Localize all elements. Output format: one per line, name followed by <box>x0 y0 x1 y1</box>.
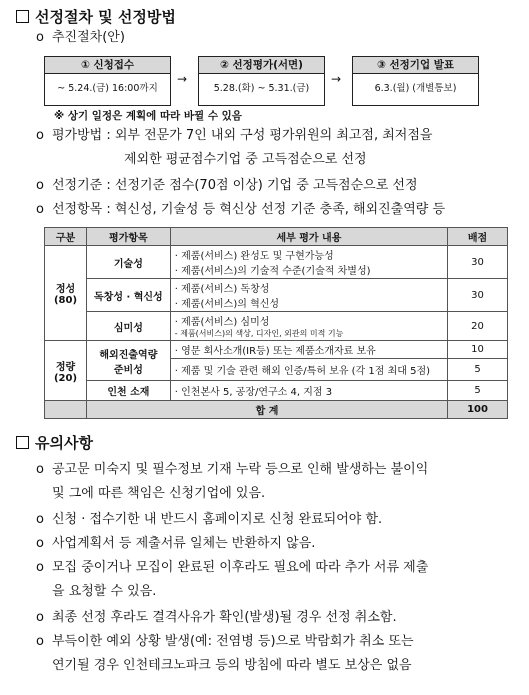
bullet-marker: o <box>36 536 44 551</box>
bullet-marker: o <box>36 610 44 625</box>
group-sub: (20) <box>53 372 78 384</box>
total-label: 합 계 <box>86 401 447 419</box>
bullet-evaluation-method-cont: 제외한 평균점수기업 중 고득점순으로 선정 <box>124 152 367 167</box>
arrow-right-icon: → <box>331 72 342 86</box>
step-head: ③ 선정기업 발표 <box>353 57 478 74</box>
bullet-selection-items <box>36 200 445 220</box>
detail-line: · 제품(서비스) 심미성 <box>174 317 270 328</box>
bullet-text: 선정항목 : 혁신성, 기술성 등 혁신상 선정 기준 충족, 해외진출역량 등 <box>52 202 446 217</box>
step-box-apply <box>44 56 171 106</box>
bullet-marker: o <box>36 634 44 649</box>
section-title-text: 유의사항 <box>35 434 93 452</box>
section-title-notices <box>16 432 93 453</box>
step-body: 6.3.(월) (개별통보) <box>374 83 457 94</box>
schedule-note: ※ 상기 일정은 계획에 따라 바뀔 수 있음 <box>54 110 242 122</box>
detail-line: - 제품(서비스)의 색상, 디자인, 외관의 미적 기능 <box>174 329 344 338</box>
table-header: 구분 <box>45 228 87 246</box>
evaluation-table <box>44 227 508 419</box>
table-row <box>45 279 508 312</box>
step-head: ② 선정평가(서면) <box>199 57 324 74</box>
detail-cell <box>170 279 447 312</box>
detail-cell: · 영문 회사소개(IR등) 또는 제품소개자료 보유 <box>170 341 447 359</box>
notice-line <box>36 460 428 480</box>
bullet-text: 선정기준 : 선정기준 점수(70점 이상) 기업 중 고득점순으로 선정 <box>52 178 418 193</box>
group-cell-qualitative <box>45 246 87 341</box>
arrow-right-icon: → <box>177 72 188 86</box>
procedure-label-text: 추진절차(안) <box>52 30 125 45</box>
bullet-selection-criteria <box>36 176 418 196</box>
bullet-text: 평가방법 : 외부 전문가 7인 내외 구성 평가위원의 최고점, 최저점을 <box>52 128 433 143</box>
step-head: ① 신청접수 <box>45 57 170 74</box>
table-row <box>45 246 508 279</box>
group-label: 정량 <box>55 361 76 373</box>
notice-line-cont: 연기될 경우 인천테크노파크 등의 방침에 따라 별도 보상은 없음 <box>52 658 412 673</box>
item-cell: 심미성 <box>86 312 170 341</box>
table-header: 평가항목 <box>86 228 170 246</box>
item-cell: 기술성 <box>86 246 170 279</box>
item-line: 해외진출역량 <box>99 349 158 361</box>
bullet-marker: o <box>36 560 44 575</box>
detail-cell <box>170 312 447 341</box>
detail-cell: · 인천본사 5, 공장/연구소 4, 지점 3 <box>170 381 447 401</box>
score-cell: 20 <box>448 312 508 341</box>
bullet-marker: o <box>36 202 44 217</box>
notice-line <box>36 632 414 652</box>
notice-line <box>36 558 428 578</box>
detail-cell: · 제품 및 기술 관련 해외 인증/특허 보유 (각 1점 최대 5점) <box>170 359 447 381</box>
score-cell: 30 <box>448 279 508 312</box>
total-blank-cell <box>45 401 87 419</box>
section-title-selection <box>16 6 176 27</box>
table-row <box>45 341 508 359</box>
notice-line <box>36 608 397 628</box>
notice-text: 공고문 미숙지 및 필수정보 기재 누락 등으로 인해 발생하는 불이익 <box>52 462 429 477</box>
detail-line: · 제품(서비스)의 기술적 수준(기술적 차별성) <box>174 266 371 277</box>
notice-line-cont: 을 요청할 수 있음. <box>52 584 157 599</box>
table-total-row <box>45 401 508 419</box>
notice-line-cont: 및 그에 따른 책임은 신청기업에 있음. <box>52 486 266 501</box>
group-label: 정성 <box>55 284 76 295</box>
section-title-text: 선정절차 및 선정방법 <box>35 8 176 26</box>
detail-line: · 제품(서비스) 독창성 <box>174 284 270 295</box>
procedure-label <box>36 28 125 48</box>
item-cell: 독창성 · 혁신성 <box>86 279 170 312</box>
notice-text: 모집 중이거나 모집이 완료된 이후라도 필요에 따라 추가 서류 제출 <box>52 560 429 575</box>
checkbox-square-icon <box>16 10 29 23</box>
group-cell-quantitative <box>45 341 87 401</box>
bullet-marker: o <box>36 128 44 143</box>
bullet-marker: o <box>36 178 44 193</box>
score-cell: 5 <box>448 359 508 381</box>
notice-line <box>36 510 382 530</box>
score-cell: 10 <box>448 341 508 359</box>
table-header: 배점 <box>448 228 508 246</box>
notice-text: 부득이한 예외 상황 발생(예: 전염병 등)으로 박람회가 취소 또는 <box>52 634 414 649</box>
score-cell: 30 <box>448 246 508 279</box>
step-box-evaluation <box>198 56 325 106</box>
item-cell: 인천 소재 <box>86 381 170 401</box>
notice-text: 최종 선정 후라도 결격사유가 확인(발생)될 경우 선정 취소함. <box>52 610 397 625</box>
step-body: 5.28.(화) ~ 5.31.(금) <box>213 83 310 94</box>
detail-line: · 제품(서비스) 완성도 및 구현가능성 <box>174 251 334 262</box>
step-body: ~ 5.24.(금) 16:00까지 <box>57 83 158 94</box>
notice-text: 사업계획서 등 제출서류 일체는 반환하지 않음. <box>52 536 316 551</box>
bullet-evaluation-method <box>36 126 432 146</box>
item-cell <box>86 341 170 381</box>
bullet-marker: o <box>36 30 44 45</box>
notice-line <box>36 534 315 554</box>
score-cell: 5 <box>448 381 508 401</box>
detail-line: · 제품(서비스)의 혁신성 <box>174 299 280 310</box>
bullet-marker: o <box>36 512 44 527</box>
table-header: 세부 평가 내용 <box>170 228 447 246</box>
table-header-row <box>45 228 508 246</box>
table-row <box>45 312 508 341</box>
step-box-announcement <box>352 56 479 106</box>
total-score: 100 <box>448 401 508 419</box>
table-row <box>45 381 508 401</box>
detail-cell <box>170 246 447 279</box>
item-line: 준비성 <box>113 364 143 376</box>
bullet-marker: o <box>36 462 44 477</box>
group-sub: (80) <box>53 295 78 306</box>
checkbox-square-icon <box>16 436 29 449</box>
notice-text: 신청 · 접수기한 내 반드시 홈페이지로 신청 완료되어야 함. <box>52 512 383 527</box>
